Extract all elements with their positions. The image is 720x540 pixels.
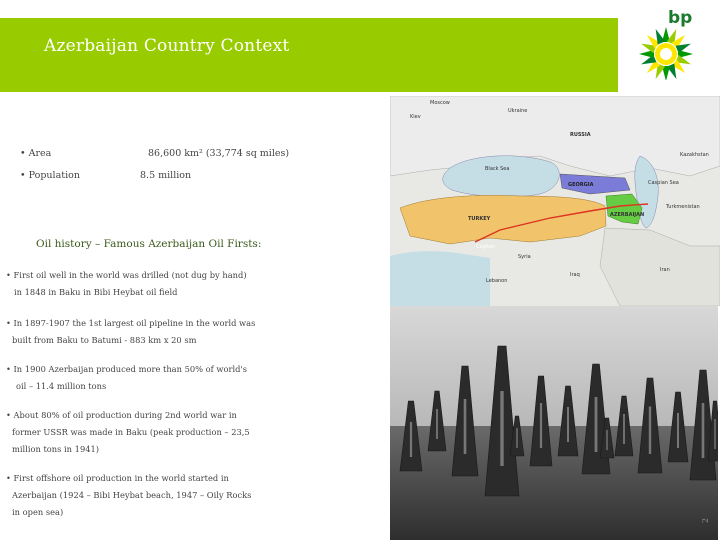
- oil-history-subtitle: Oil history – Famous Azerbaijan Oil Firsts:: [36, 238, 262, 250]
- region-map: [390, 96, 720, 306]
- svg-text:Iran: Iran: [660, 267, 670, 273]
- svg-text:Iraq: Iraq: [570, 272, 580, 278]
- fact-item: • First oil well in the world was drilled (not dug by hand) in 1848 in Baku in Bibi Heybat oil field: [6, 270, 247, 297]
- svg-text:Kazakhstan: Kazakhstan: [680, 152, 709, 158]
- stat-label-population: • Population: [20, 170, 80, 181]
- svg-text:Lebanon: Lebanon: [486, 278, 508, 284]
- svg-text:Ceyhan: Ceyhan: [476, 244, 495, 250]
- svg-text:Moscow: Moscow: [430, 100, 450, 106]
- fact-item: • First offshore oil production in the world started in Azerbaijan (1924 – Bibi Heybat beach, 1947 – Oily Rocks in open sea): [6, 473, 252, 517]
- svg-text:TURKEY: TURKEY: [468, 216, 491, 222]
- page-title: Azerbaijan Country Context: [44, 36, 290, 56]
- stat-value-population: 8.5 million: [140, 170, 192, 181]
- svg-text:Turkmenistan: Turkmenistan: [666, 204, 700, 210]
- svg-text:AZERBAIJAN: AZERBAIJAN: [610, 212, 645, 218]
- fact-item: • In 1900 Azerbaijan produced more than 50% of world's oil – 11.4 million tons: [6, 364, 247, 391]
- svg-text:Syria: Syria: [518, 254, 531, 260]
- svg-text:RUSSIA: RUSSIA: [570, 132, 591, 138]
- svg-text:Caspian Sea: Caspian Sea: [648, 180, 679, 186]
- svg-text:GEORGIA: GEORGIA: [568, 182, 594, 188]
- turkey-region: [400, 195, 606, 244]
- svg-text:Black Sea: Black Sea: [485, 166, 510, 172]
- svg-text:Kiev: Kiev: [410, 114, 421, 120]
- bp-wordmark: bp: [668, 8, 693, 28]
- page-number: 2: [701, 517, 711, 524]
- stat-value-area: 86,600 km² (33,774 sq miles): [148, 148, 290, 159]
- fact-item: • About 80% of oil production during 2nd world war in former USSR was made in Baku (peak production – 23,5 million tons in 1941): [6, 410, 250, 454]
- svg-text:Ukraine: Ukraine: [508, 108, 528, 114]
- stat-label-area: • Area: [20, 148, 52, 159]
- bp-helios-logo-icon: [636, 8, 696, 80]
- oil-derricks-photo: [390, 306, 718, 540]
- fact-item: • In 1897-1907 the 1st largest oil pipeline in the world was built from Baku to Batumi - 883 km x 20 sm: [6, 318, 256, 345]
